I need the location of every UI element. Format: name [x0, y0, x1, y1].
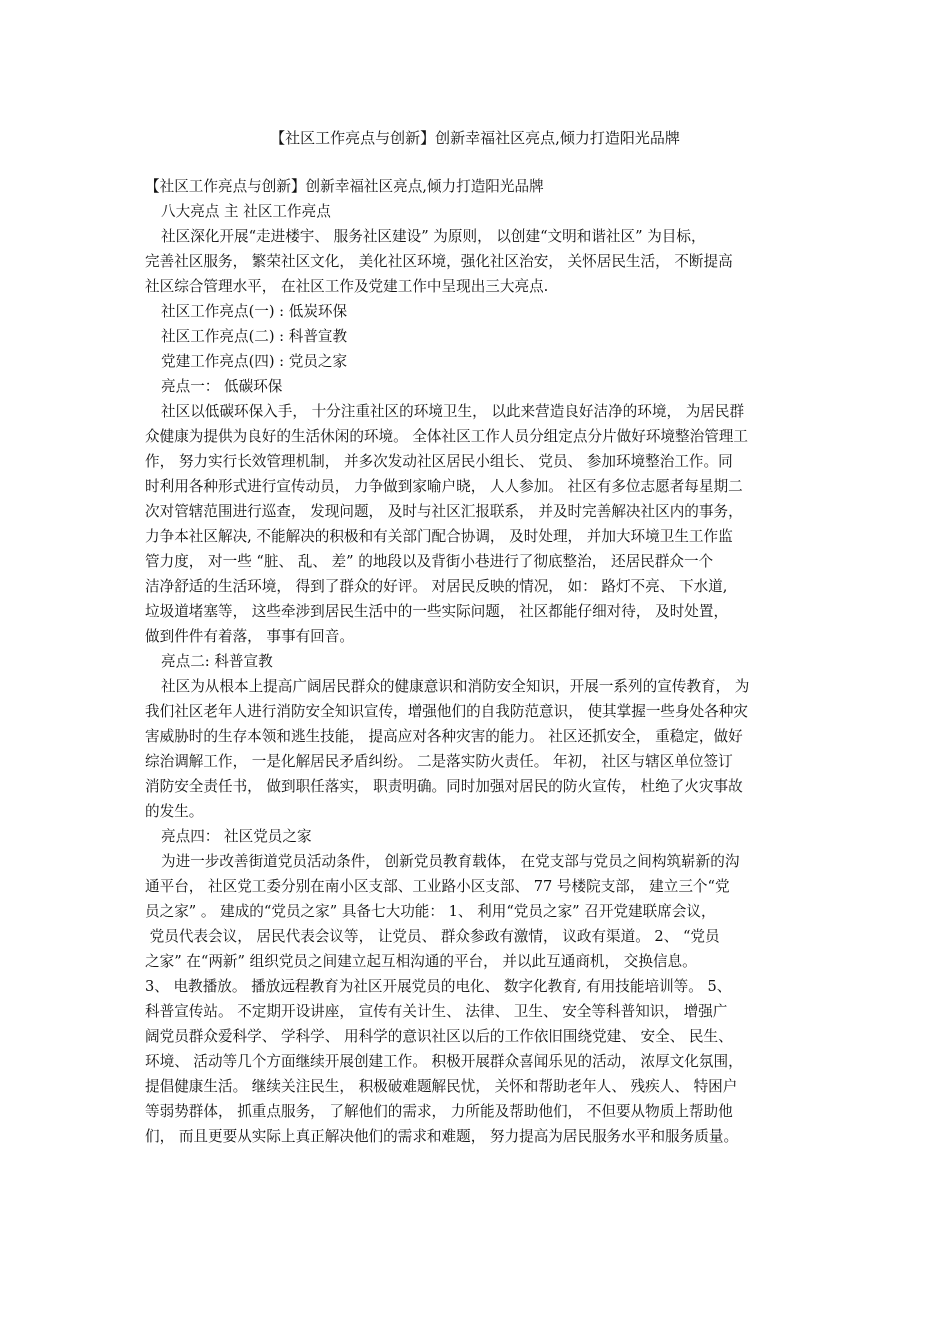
paragraph-line: 等弱势群体， 抓重点服务， 了解他们的需求， 力所能及帮助他们， 不但要从物质上帮助他: [145, 1103, 733, 1120]
section-party-home: [145, 824, 812, 1149]
paragraph-line: 阔党员群众爱科学、 学科学、 用科学的意识社区以后的工作依旧围绕党建、 安全、 民生、: [145, 1028, 733, 1045]
paragraph-line: 害威胁时的生存本领和逃生技能， 提高应对各种灾害的能力。 社区还抓安全， 重稳定，做好: [145, 728, 743, 745]
paragraph-line: 作， 努力实行长效管理机制， 并多次发动社区居民小组长、 党员、 参加环境整治工作。同: [145, 453, 733, 470]
paragraph-line: 的发生。: [145, 803, 204, 820]
paragraph-line: 综治调解工作， 一是化解居民矛盾纠纷。 二是落实防火责任。 年初， 社区与辖区单位签订: [145, 753, 733, 770]
paragraph-line: 党员代表会议， 居民代表会议等， 让党员、 群众参政有激情， 议政有渠道。 2、 “党员: [145, 928, 720, 945]
paragraph-line: 管力度， 对一些 “脏、 乱、 差” 的地段以及背街小巷进行了彻底整治， 还居民群众一个: [145, 553, 714, 570]
paragraph-line: 为进一步改善街道党员活动条件， 创新党员教育载体， 在党支部与党员之间构筑崭新的沟: [161, 853, 740, 870]
paragraph-line: 社区为从根本上提高广阔居民群众的健康意识和消防安全知识，开展一系列的宣传教育， 为: [161, 678, 750, 695]
document-body: [145, 174, 812, 1149]
paragraph-line: 提倡健康生活。 继续关注民生， 积极破难题解民忧， 关怀和帮助老年人、 残疾人、 特困户: [145, 1078, 738, 1095]
paragraph-line: 我们社区老年人进行消防安全知识宣传，增强他们的自我防范意识， 使其掌握一些身处各种灾: [145, 703, 748, 720]
paragraph-line: 环境、 活动等几个方面继续开展创建工作。 积极开展群众喜闻乐见的活动， 浓厚文化氛围，: [145, 1053, 743, 1070]
highlight-item: 社区工作亮点(二) : 科普宣教: [161, 328, 348, 345]
paragraph-line: 社区以低碳环保入手， 十分注重社区的环境卫生， 以此来营造良好洁净的环境， 为居民群: [161, 403, 745, 420]
section-heading: 亮点四： 社区党员之家: [161, 828, 312, 845]
paragraph-line: 3、 电教播放。 播放远程教育为社区开展党员的电化、 数字化教育, 有用技能培训等。 5、: [145, 978, 732, 995]
highlight-list: [145, 299, 812, 374]
document-title: 【社区工作亮点与创新】创新幸福社区亮点,倾力打造阳光品牌: [270, 129, 680, 147]
paragraph-line: 完善社区服务， 繁荣社区文化， 美化社区环境，强化社区治安， 关怀居民生活， 不断提高: [145, 253, 733, 270]
paragraph-line: 通平台， 社区党工委分别在南小区支部、工业路小区支部、 77 号楼院支部， 建立三个“党: [145, 878, 730, 895]
section-heading: 亮点二: 科普宣教: [161, 653, 273, 670]
paragraph-line: 力争本社区解决, 不能解决的积极和有关部门配合协调， 及时处理， 并加大环境卫生工作监: [145, 528, 733, 545]
paragraph-line: 员之家” 。 建成的“党员之家” 具备七大功能： 1、 利用“党员之家” 召开党建联席会议，: [145, 903, 716, 920]
intro-paragraph: [145, 224, 812, 299]
section-science-education: [145, 649, 812, 824]
paragraph-line: 消防安全责任书， 做到职任落实， 职责明确。同时加强对居民的防火宣传， 杜绝了火灾事故: [145, 778, 743, 795]
article-subheading: 八大亮点 主 社区工作亮点: [161, 203, 331, 220]
section-heading: 亮点一： 低碳环保: [161, 378, 283, 395]
paragraph-line: 社区深化开展“走进楼宇、 服务社区建设” 为原则， 以创建“文明和谐社区” 为目标，: [161, 228, 706, 245]
highlight-item: 社区工作亮点(一) : 低炭环保: [161, 303, 348, 320]
paragraph-line: 做到件件有着落， 事事有回音。: [145, 628, 354, 645]
paragraph-line: 们， 而且更要从实际上真正解决他们的需求和难题， 努力提高为居民服务水平和服务质量。: [145, 1128, 739, 1145]
paragraph-line: 次对管辖范围进行巡查， 发现问题， 及时与社区汇报联系， 并及时完善解决社区内的事务，: [145, 503, 743, 520]
paragraph-line: 科普宣传站。 不定期开设讲座， 宣传有关计生、 法律、 卫生、 安全等科普知识， 增强广: [145, 1003, 728, 1020]
paragraph-line: 时利用各种形式进行宣传动员， 力争做到家喻户晓， 人人参加。 社区有多位志愿者每星期二: [145, 478, 743, 495]
article-heading: 【社区工作亮点与创新】创新幸福社区亮点,倾力打造阳光品牌: [145, 178, 544, 195]
highlight-item: 党建工作亮点(四) : 党员之家: [161, 353, 348, 370]
section-low-carbon: [145, 374, 812, 649]
paragraph-line: 众健康为提供为良好的生活休闲的环境。 全体社区工作人员分组定点分片做好环境整治管理工: [145, 428, 748, 445]
paragraph-line: 社区综合管理水平， 在社区工作及党建工作中呈现出三大亮点.: [145, 278, 549, 295]
paragraph-line: 垃圾道堵塞等， 这些牵涉到居民生活中的一些实际问题， 社区都能仔细对待， 及时处置，: [145, 603, 729, 620]
paragraph-line: 之家” 在“两新” 组织党员之间建立起互相沟通的平台， 并以此互通商机， 交换信息。: [145, 953, 697, 970]
paragraph-line: 洁净舒适的生活环境， 得到了群众的好评。 对居民反映的情况， 如： 路灯不亮、 下水道,: [145, 578, 728, 595]
